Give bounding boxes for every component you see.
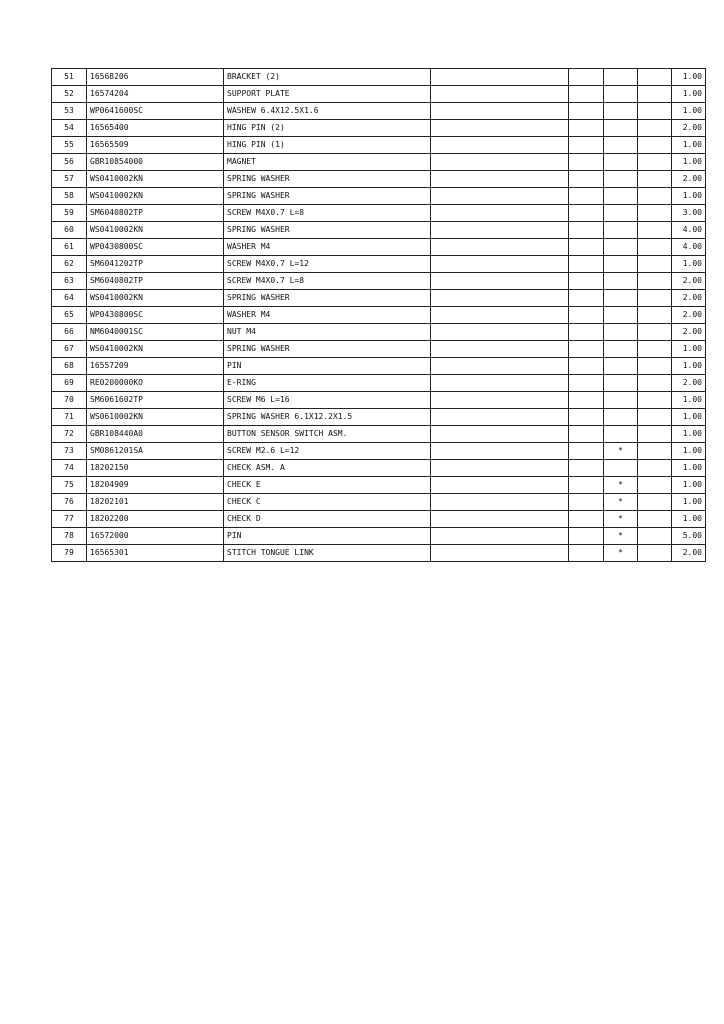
part-number-cell: SM6040802TP xyxy=(87,273,224,290)
table-row xyxy=(52,409,706,426)
description-cell: CHECK D xyxy=(224,511,431,528)
blank-cell xyxy=(638,137,672,154)
description-cell: SPRING WASHER xyxy=(224,188,431,205)
item-number-cell: 61 xyxy=(52,239,87,256)
blank-cell xyxy=(638,426,672,443)
blank-cell xyxy=(638,443,672,460)
blank-cell xyxy=(638,477,672,494)
mark-cell xyxy=(604,69,638,86)
parts-table-body xyxy=(52,69,706,562)
part-number-cell: WP0430800SC xyxy=(87,239,224,256)
remarks-cell xyxy=(431,545,569,562)
remarks-cell xyxy=(431,86,569,103)
description-cell: PIN xyxy=(224,358,431,375)
part-number-cell: WS0410002KN xyxy=(87,290,224,307)
table-row xyxy=(52,307,706,324)
blank-cell xyxy=(569,154,604,171)
mark-cell xyxy=(604,409,638,426)
mark-cell xyxy=(604,375,638,392)
mark-cell xyxy=(604,137,638,154)
blank-cell xyxy=(569,103,604,120)
remarks-cell xyxy=(431,239,569,256)
mark-cell xyxy=(604,256,638,273)
description-cell: SPRING WASHER xyxy=(224,290,431,307)
item-number-cell: 79 xyxy=(52,545,87,562)
blank-cell xyxy=(569,528,604,545)
item-number-cell: 71 xyxy=(52,409,87,426)
blank-cell xyxy=(638,460,672,477)
table-row xyxy=(52,341,706,358)
blank-cell xyxy=(569,222,604,239)
quantity-cell: 4.00 xyxy=(672,239,706,256)
quantity-cell: 1.00 xyxy=(672,86,706,103)
quantity-cell: 4.00 xyxy=(672,222,706,239)
item-number-cell: 69 xyxy=(52,375,87,392)
blank-cell xyxy=(638,528,672,545)
blank-cell xyxy=(569,273,604,290)
remarks-cell xyxy=(431,358,569,375)
quantity-cell: 2.00 xyxy=(672,375,706,392)
table-row xyxy=(52,545,706,562)
remarks-cell xyxy=(431,205,569,222)
item-number-cell: 59 xyxy=(52,205,87,222)
blank-cell xyxy=(569,120,604,137)
blank-cell xyxy=(569,426,604,443)
remarks-cell xyxy=(431,273,569,290)
blank-cell xyxy=(569,460,604,477)
blank-cell xyxy=(569,477,604,494)
table-row xyxy=(52,239,706,256)
quantity-cell: 2.00 xyxy=(672,290,706,307)
quantity-cell: 3.00 xyxy=(672,205,706,222)
part-number-cell: WS0410002KN xyxy=(87,171,224,188)
mark-cell xyxy=(604,273,638,290)
quantity-cell: 1.00 xyxy=(672,494,706,511)
table-row xyxy=(52,86,706,103)
blank-cell xyxy=(569,375,604,392)
quantity-cell: 2.00 xyxy=(672,171,706,188)
part-number-cell: 16572000 xyxy=(87,528,224,545)
part-number-cell: SM0861201SA xyxy=(87,443,224,460)
quantity-cell: 2.00 xyxy=(672,324,706,341)
table-row xyxy=(52,426,706,443)
item-number-cell: 75 xyxy=(52,477,87,494)
blank-cell xyxy=(569,324,604,341)
blank-cell xyxy=(569,86,604,103)
item-number-cell: 70 xyxy=(52,392,87,409)
mark-cell: * xyxy=(604,477,638,494)
item-number-cell: 67 xyxy=(52,341,87,358)
blank-cell xyxy=(569,256,604,273)
part-number-cell: 16565509 xyxy=(87,137,224,154)
table-row xyxy=(52,460,706,477)
blank-cell xyxy=(638,256,672,273)
blank-cell xyxy=(638,69,672,86)
description-cell: NUT M4 xyxy=(224,324,431,341)
blank-cell xyxy=(638,273,672,290)
table-row xyxy=(52,511,706,528)
quantity-cell: 1.00 xyxy=(672,341,706,358)
table-row xyxy=(52,375,706,392)
mark-cell xyxy=(604,307,638,324)
mark-cell xyxy=(604,239,638,256)
blank-cell xyxy=(638,307,672,324)
remarks-cell xyxy=(431,494,569,511)
part-number-cell: WP0641600SC xyxy=(87,103,224,120)
table-row xyxy=(52,222,706,239)
part-number-cell: GBR10854000 xyxy=(87,154,224,171)
table-row xyxy=(52,290,706,307)
blank-cell xyxy=(638,239,672,256)
description-cell: SPRING WASHER 6.1X12.2X1.5 xyxy=(224,409,431,426)
quantity-cell: 1.00 xyxy=(672,188,706,205)
quantity-cell: 1.00 xyxy=(672,426,706,443)
blank-cell xyxy=(569,171,604,188)
quantity-cell: 1.00 xyxy=(672,443,706,460)
part-number-cell: WS0610002KN xyxy=(87,409,224,426)
remarks-cell xyxy=(431,443,569,460)
blank-cell xyxy=(569,137,604,154)
table-row xyxy=(52,205,706,222)
blank-cell xyxy=(638,188,672,205)
blank-cell xyxy=(638,171,672,188)
blank-cell xyxy=(638,341,672,358)
part-number-cell: RE0200000KO xyxy=(87,375,224,392)
item-number-cell: 76 xyxy=(52,494,87,511)
quantity-cell: 2.00 xyxy=(672,307,706,324)
item-number-cell: 54 xyxy=(52,120,87,137)
item-number-cell: 68 xyxy=(52,358,87,375)
blank-cell xyxy=(638,290,672,307)
table-row xyxy=(52,443,706,460)
remarks-cell xyxy=(431,477,569,494)
mark-cell xyxy=(604,290,638,307)
part-number-cell: GBR108440A0 xyxy=(87,426,224,443)
remarks-cell xyxy=(431,171,569,188)
part-number-cell: 18202150 xyxy=(87,460,224,477)
description-cell: STITCH TONGUE LINK xyxy=(224,545,431,562)
description-cell: WASHER M4 xyxy=(224,239,431,256)
blank-cell xyxy=(569,341,604,358)
description-cell: CHECK ASM. A xyxy=(224,460,431,477)
remarks-cell xyxy=(431,375,569,392)
item-number-cell: 52 xyxy=(52,86,87,103)
item-number-cell: 60 xyxy=(52,222,87,239)
remarks-cell xyxy=(431,188,569,205)
blank-cell xyxy=(638,103,672,120)
blank-cell xyxy=(569,239,604,256)
remarks-cell xyxy=(431,222,569,239)
part-number-cell: WS0410002KN xyxy=(87,188,224,205)
table-row xyxy=(52,137,706,154)
mark-cell xyxy=(604,188,638,205)
description-cell: SUPPORT PLATE xyxy=(224,86,431,103)
blank-cell xyxy=(638,222,672,239)
description-cell: SCREW M4X0.7 L=12 xyxy=(224,256,431,273)
mark-cell xyxy=(604,222,638,239)
item-number-cell: 53 xyxy=(52,103,87,120)
blank-cell xyxy=(569,511,604,528)
part-number-cell: SM6040802TP xyxy=(87,205,224,222)
remarks-cell xyxy=(431,528,569,545)
description-cell: SCREW M4X0.7 L=8 xyxy=(224,205,431,222)
quantity-cell: 1.00 xyxy=(672,103,706,120)
part-number-cell: WP0430800SC xyxy=(87,307,224,324)
quantity-cell: 1.00 xyxy=(672,256,706,273)
blank-cell xyxy=(638,545,672,562)
quantity-cell: 5.00 xyxy=(672,528,706,545)
part-number-cell: 16574204 xyxy=(87,86,224,103)
blank-cell xyxy=(569,205,604,222)
mark-cell xyxy=(604,171,638,188)
quantity-cell: 1.00 xyxy=(672,154,706,171)
description-cell: HING PIN (2) xyxy=(224,120,431,137)
item-number-cell: 62 xyxy=(52,256,87,273)
remarks-cell xyxy=(431,460,569,477)
quantity-cell: 2.00 xyxy=(672,545,706,562)
table-row xyxy=(52,358,706,375)
item-number-cell: 63 xyxy=(52,273,87,290)
table-row xyxy=(52,256,706,273)
table-row xyxy=(52,188,706,205)
description-cell: SPRING WASHER xyxy=(224,222,431,239)
blank-cell xyxy=(569,188,604,205)
table-row xyxy=(52,494,706,511)
blank-cell xyxy=(569,443,604,460)
quantity-cell: 2.00 xyxy=(672,273,706,290)
remarks-cell xyxy=(431,256,569,273)
quantity-cell: 1.00 xyxy=(672,460,706,477)
quantity-cell: 1.00 xyxy=(672,137,706,154)
mark-cell: * xyxy=(604,528,638,545)
mark-cell: * xyxy=(604,511,638,528)
mark-cell: * xyxy=(604,545,638,562)
remarks-cell xyxy=(431,511,569,528)
table-row xyxy=(52,69,706,86)
mark-cell xyxy=(604,460,638,477)
table-row xyxy=(52,528,706,545)
item-number-cell: 55 xyxy=(52,137,87,154)
mark-cell xyxy=(604,103,638,120)
blank-cell xyxy=(638,409,672,426)
table-row xyxy=(52,154,706,171)
blank-cell xyxy=(569,290,604,307)
part-number-cell: 16565400 xyxy=(87,120,224,137)
quantity-cell: 1.00 xyxy=(672,409,706,426)
description-cell: BRACKET (2) xyxy=(224,69,431,86)
blank-cell xyxy=(638,205,672,222)
remarks-cell xyxy=(431,103,569,120)
part-number-cell: 18202200 xyxy=(87,511,224,528)
description-cell: BUTTON SENSOR SWITCH ASM. xyxy=(224,426,431,443)
table-row xyxy=(52,120,706,137)
part-number-cell: 16568206 xyxy=(87,69,224,86)
remarks-cell xyxy=(431,307,569,324)
description-cell: SCREW M6 L=16 xyxy=(224,392,431,409)
part-number-cell: 18204909 xyxy=(87,477,224,494)
blank-cell xyxy=(638,375,672,392)
description-cell: CHECK E xyxy=(224,477,431,494)
item-number-cell: 51 xyxy=(52,69,87,86)
blank-cell xyxy=(638,154,672,171)
item-number-cell: 78 xyxy=(52,528,87,545)
mark-cell xyxy=(604,341,638,358)
mark-cell xyxy=(604,358,638,375)
blank-cell xyxy=(569,392,604,409)
remarks-cell xyxy=(431,154,569,171)
description-cell: MAGNET xyxy=(224,154,431,171)
mark-cell xyxy=(604,120,638,137)
item-number-cell: 66 xyxy=(52,324,87,341)
description-cell: SCREW M4X0.7 L=8 xyxy=(224,273,431,290)
quantity-cell: 2.00 xyxy=(672,120,706,137)
part-number-cell: 16565301 xyxy=(87,545,224,562)
description-cell: HING PIN (1) xyxy=(224,137,431,154)
item-number-cell: 64 xyxy=(52,290,87,307)
description-cell: SCREW M2.6 L=12 xyxy=(224,443,431,460)
remarks-cell xyxy=(431,137,569,154)
item-number-cell: 57 xyxy=(52,171,87,188)
description-cell: WASHEW 6.4X12.5X1.6 xyxy=(224,103,431,120)
mark-cell xyxy=(604,154,638,171)
blank-cell xyxy=(569,545,604,562)
blank-cell xyxy=(569,307,604,324)
blank-cell xyxy=(638,86,672,103)
remarks-cell xyxy=(431,426,569,443)
blank-cell xyxy=(638,494,672,511)
item-number-cell: 74 xyxy=(52,460,87,477)
blank-cell xyxy=(569,69,604,86)
remarks-cell xyxy=(431,324,569,341)
quantity-cell: 1.00 xyxy=(672,511,706,528)
item-number-cell: 58 xyxy=(52,188,87,205)
item-number-cell: 73 xyxy=(52,443,87,460)
remarks-cell xyxy=(431,392,569,409)
item-number-cell: 65 xyxy=(52,307,87,324)
remarks-cell xyxy=(431,120,569,137)
mark-cell: * xyxy=(604,494,638,511)
blank-cell xyxy=(569,358,604,375)
quantity-cell: 1.00 xyxy=(672,477,706,494)
remarks-cell xyxy=(431,290,569,307)
description-cell: SPRING WASHER xyxy=(224,171,431,188)
part-number-cell: NM6040001SC xyxy=(87,324,224,341)
blank-cell xyxy=(638,392,672,409)
blank-cell xyxy=(569,494,604,511)
table-row xyxy=(52,171,706,188)
description-cell: CHECK C xyxy=(224,494,431,511)
table-row xyxy=(52,477,706,494)
mark-cell xyxy=(604,86,638,103)
description-cell: E-RING xyxy=(224,375,431,392)
blank-cell xyxy=(638,120,672,137)
remarks-cell xyxy=(431,341,569,358)
part-number-cell: SM6041202TP xyxy=(87,256,224,273)
remarks-cell xyxy=(431,69,569,86)
part-number-cell: SM6061602TP xyxy=(87,392,224,409)
parts-list-table xyxy=(51,68,706,562)
blank-cell xyxy=(638,358,672,375)
part-number-cell: WS0410002KN xyxy=(87,222,224,239)
mark-cell xyxy=(604,426,638,443)
part-number-cell: 16557209 xyxy=(87,358,224,375)
description-cell: PIN xyxy=(224,528,431,545)
item-number-cell: 72 xyxy=(52,426,87,443)
mark-cell: * xyxy=(604,443,638,460)
item-number-cell: 56 xyxy=(52,154,87,171)
quantity-cell: 1.00 xyxy=(672,69,706,86)
table-row xyxy=(52,103,706,120)
quantity-cell: 1.00 xyxy=(672,358,706,375)
description-cell: SPRING WASHER xyxy=(224,341,431,358)
table-row xyxy=(52,324,706,341)
description-cell: WASHER M4 xyxy=(224,307,431,324)
mark-cell xyxy=(604,205,638,222)
item-number-cell: 77 xyxy=(52,511,87,528)
part-number-cell: 18202101 xyxy=(87,494,224,511)
mark-cell xyxy=(604,324,638,341)
mark-cell xyxy=(604,392,638,409)
blank-cell xyxy=(638,324,672,341)
blank-cell xyxy=(569,409,604,426)
remarks-cell xyxy=(431,409,569,426)
blank-cell xyxy=(638,511,672,528)
quantity-cell: 1.00 xyxy=(672,392,706,409)
table-row xyxy=(52,392,706,409)
part-number-cell: WS0410002KN xyxy=(87,341,224,358)
table-row xyxy=(52,273,706,290)
